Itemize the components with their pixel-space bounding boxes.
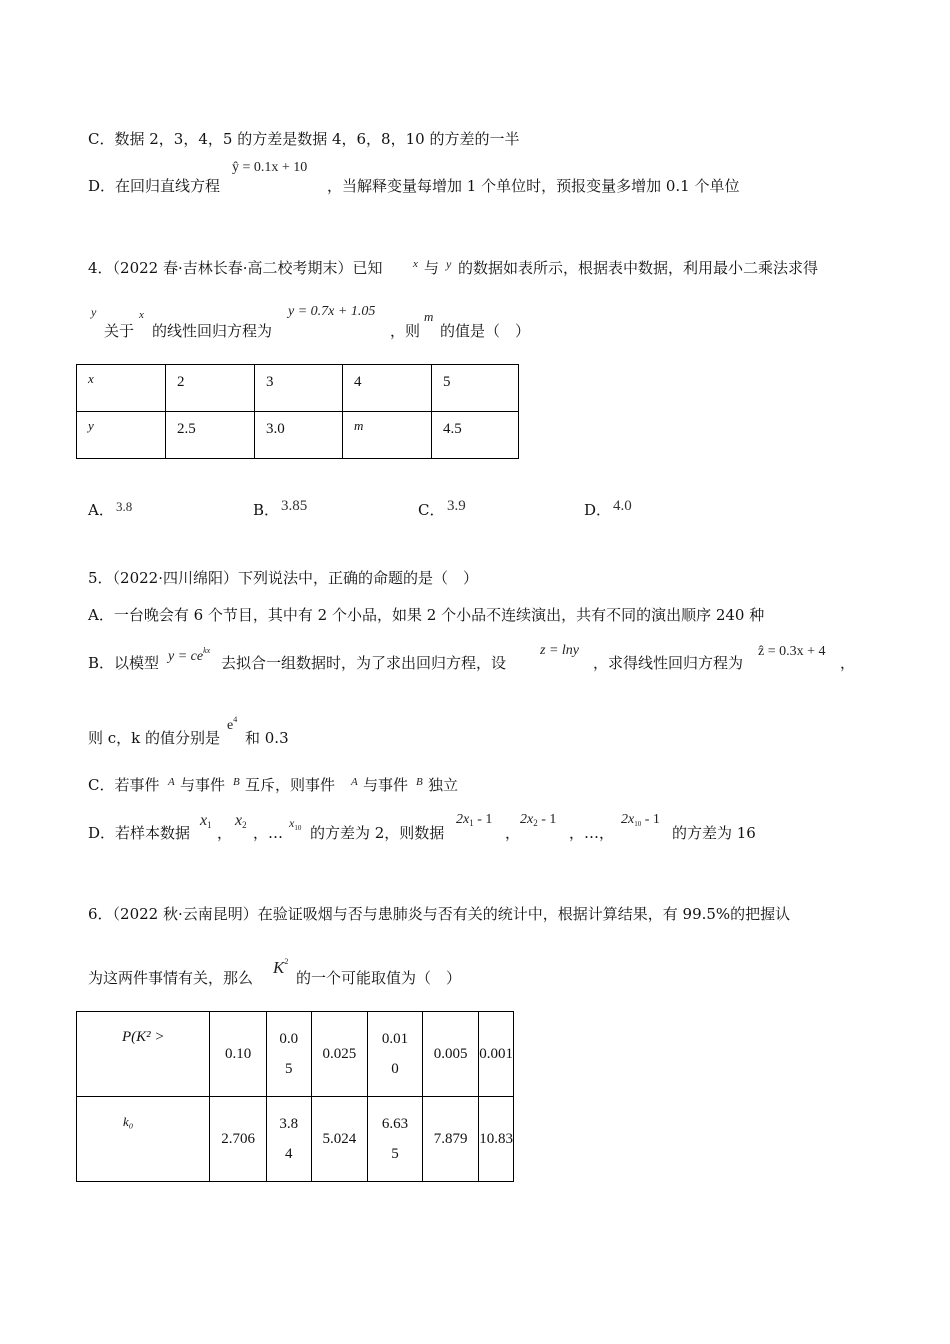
q5-option-b-part2: 去拟合一组数据时，为了求出回归方程，设 [221,654,507,672]
q5-sample-x1 [200,813,212,833]
q5-option-c-part4: 与事件 [363,776,409,794]
q6-table-cell: 0.005 [422,1012,478,1097]
q5-t3-sub: 10 [634,820,642,828]
q5-e-exponent: 4 [233,715,238,724]
q5-option-a: A．一台晚会有 6 个节目，其中有 2 个小品，如果 2 个小品不连续演出，共有不同的演出顺序 240 种 [88,606,765,624]
q5-comma-2: ， [505,824,521,842]
q6-stem-line2-part1: 为这两件事情有关，那么 [88,969,254,987]
q5-option-d-part4: 的方差为 16 [672,824,756,842]
q5-option-c-part5: 独立 [428,776,459,794]
q6-table-row-label: k₀ [77,1097,210,1182]
q4-line2-about: 关于 [104,322,135,340]
q4-data-table [76,364,519,459]
q6-table-cell: 6.63 5 [368,1097,423,1182]
q4-option-d-value: 4.0 [613,498,632,514]
q4-option-b-value: 3.85 [281,498,308,514]
q6-table-cell: 0.01 0 [368,1012,423,1097]
q3-option-c: C．数据 2，3，4，5 的方差是数据 4，6，8，10 的方差的一半 [88,130,520,148]
q5-model-lhs: y = ce [168,649,204,664]
q5-t1-tail: - 1 [473,812,493,827]
q6-stem-line2-part2: 的一个可能取值为（ ） [296,969,462,987]
q4-table-cell: 2.5 [166,412,255,459]
q4-regression-equation: y = 0.7x + 1.05 [288,304,376,319]
q5-e-base: e [227,718,234,733]
q4-option-d-label: D． [584,501,612,519]
q5-x2-var: x [235,812,243,829]
q4-line2-question: 的值是（ ） [440,322,531,340]
q5-t3-tail: - 1 [641,812,660,827]
q6-table-head-label: P(K² > [77,1012,210,1097]
q4-table-row-y [77,412,519,459]
q3-option-d-prefix: D．在回归直线方程 [88,177,221,195]
q5-event-b-2: B [416,776,423,788]
q5-sample-x2 [235,813,247,833]
q5-transformed-2 [520,812,556,831]
q4-table-row-x [77,365,519,412]
q5-transformed-10 [621,812,660,832]
q4-line2-x: x [139,309,144,321]
q6-k-squared [273,954,288,976]
q5-model-equation [168,643,210,665]
q5-option-c-part3: 互斥，则事件 [245,776,336,794]
q5-option-d-part1: D．若样本数据 [88,824,191,842]
q5-ellipsis: ，… [253,824,284,842]
q6-table-cell: 2.706 [210,1097,266,1182]
q6-table-cell: 10.83 [479,1097,514,1182]
q5-t1-sub: 1 [469,818,474,828]
q5-option-d-part3: ，…， [569,824,615,842]
q4-table-cell: x [77,365,166,412]
q4-var-x: x [413,258,418,270]
q4-table-cell: m [343,412,432,459]
q5-option-b-part3: ，求得线性回归方程为 [593,654,744,672]
q5-t1-var: 2x [456,812,470,827]
q4-line2-text: 的线性回归方程为 [152,322,273,340]
q6-table-value-row [77,1097,514,1182]
q4-var-y: y [446,257,452,271]
q4-table-cell: 4.5 [432,412,519,459]
q5-event-b: B [233,776,240,788]
q4-table-cell: 2 [166,365,255,412]
q5-t2-sub: 2 [533,818,538,828]
q6-k-exponent: 2 [284,957,289,966]
q5-option-b-comma: ， [840,654,856,672]
q5-x10-var: x [289,816,295,830]
q6-table-cell: 0.025 [311,1012,367,1097]
q5-x1-var: x [200,812,208,829]
q5-comma-1: ， [217,824,233,842]
q5-stem: 5．（2022·四川绵阳）下列说法中，正确的命题的是（ ） [88,569,478,587]
q4-table-cell: 5 [432,365,519,412]
q5-option-b-line2-end: 和 0.3 [245,729,289,747]
q6-table-cell: 5.024 [311,1097,367,1182]
q4-table-cell: 3.0 [255,412,343,459]
q5-model-exponent: kx [203,646,211,655]
q5-option-c-part1: C．若事件 [88,776,160,794]
q5-t2-var: 2x [520,812,534,827]
q4-option-b-label: B． [253,501,280,519]
q6-k-var: K [273,958,285,977]
q4-var-m: m [424,309,434,324]
q6-stem-line1: 6．（2022 秋·云南昆明）在验证吸烟与否与患肺炎与否有关的统计中，根据计算结果，有 99.5%的把握认 [88,905,791,923]
q5-option-b-line2: 则 c，k 的值分别是 [88,729,221,747]
q4-stem-and: 与 [424,259,440,277]
q5-t2-tail: - 1 [537,812,557,827]
q5-x10-sub: 10 [294,824,302,832]
q6-table-cell: 3.8 4 [266,1097,311,1182]
q5-option-d-part2: 的方差为 2，则数据 [310,824,445,842]
q5-event-a: A [168,776,175,788]
q4-stem-part2: 的数据如表所示，根据表中数据，利用最小二乘法求得 [458,259,819,277]
q6-table-cell: 0.10 [210,1012,266,1097]
q4-line2-y: y [91,305,97,319]
q5-transformed-1 [456,812,492,831]
q5-linear-equation: ẑ = 0.3x + 4 [758,644,826,659]
q4-line2-then: ，则 [390,322,421,340]
q5-option-b-part1: B．以模型 [88,654,160,672]
q4-table-cell: 3 [255,365,343,412]
q5-sample-x10 [289,815,301,836]
q3-regression-equation: ŷ = 0.1x + 10 [232,160,308,175]
q5-event-a-2: A [351,776,358,788]
q5-e4 [227,712,237,734]
q4-table-cell: 4 [343,365,432,412]
q5-x2-sub: 2 [242,820,247,830]
q6-table-cell: 0.001 [479,1012,514,1097]
q6-table-header-row [77,1012,514,1097]
q5-x1-sub: 1 [207,820,212,830]
q6-table-cell: 0.0 5 [266,1012,311,1097]
q5-t3-var: 2x [621,812,635,827]
q4-option-c-label: C． [418,501,445,519]
q6-critical-value-table [76,1011,514,1182]
q6-table-cell: 7.879 [422,1097,478,1182]
q4-option-c-value: 3.9 [447,498,466,514]
q3-option-d-suffix: ，当解释变量每增加 1 个单位时，预报变量多增加 0.1 个单位 [327,177,740,195]
q4-option-a-value: 3.8 [116,499,133,514]
q4-option-a-label: A． [88,501,114,519]
q5-option-c-part2: 与事件 [180,776,226,794]
q4-stem-part1: 4．（2022 春·吉林长春·高二校考期末）已知 [88,259,383,277]
q4-table-cell: y [77,412,166,459]
q5-log-substitution: z = lny [540,643,579,658]
